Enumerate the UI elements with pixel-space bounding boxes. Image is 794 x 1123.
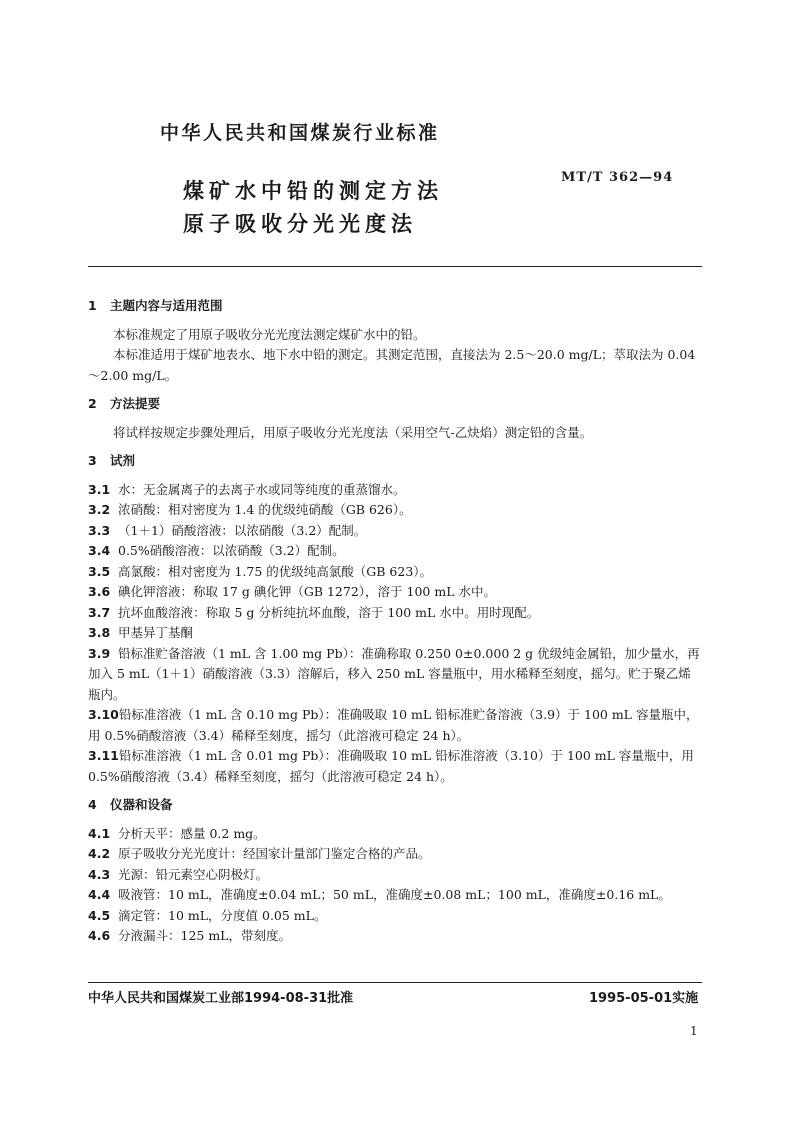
item-4-5: 4.5 滴定管：10 mL，分度值 0.05 mL。 — [88, 907, 327, 923]
footer-divider — [88, 982, 702, 983]
section-1-heading: 1 主题内容与适用范围 — [88, 298, 223, 313]
item-3-5: 3.5 高氯酸：相对密度为 1.75 的优级纯高氯酸（GB 623）。 — [88, 563, 433, 579]
issuing-organization: 中华人民共和国煤炭行业标准 — [160, 122, 440, 144]
section-1-paragraph-2: 本标准适用于煤矿地表水、地下水中铅的测定。其测定范围，直接法为 2.5～20.0 mg/L；萃取法为 0.04～2.00 mg/L。 — [88, 347, 696, 383]
item-4-1: 4.1 分析天平：感量 0.2 mg。 — [88, 825, 266, 841]
item-3-7: 3.7 抗坏血酸溶液：称取 5 g 分析纯抗坏血酸，溶于 100 mL 水中。用时现配。 — [88, 604, 540, 620]
approval-statement: 中华人民共和国煤炭工业部1994-08-31批准 — [88, 991, 354, 1006]
title-line-1: 煤矿水中铅的测定方法 — [183, 179, 443, 203]
item-3-4: 3.4 0.5%硝酸溶液：以浓硝酸（3.2）配制。 — [88, 543, 345, 558]
section-4-heading: 4 仪器和设备 — [88, 797, 173, 812]
item-3-1: 3.1 水：无金属离子的去离子水或同等纯度的重蒸馏水。 — [88, 481, 406, 497]
item-4-3: 4.3 光源：铅元素空心阴极灯。 — [88, 866, 269, 882]
title-line-2: 原子吸收分光光度法 — [183, 212, 417, 236]
section-3-heading: 3 试剂 — [88, 453, 136, 468]
document-body — [88, 296, 702, 947]
item-3-2: 3.2 浓硝酸：相对密度为 1.4 的优级纯硝酸（GB 626）。 — [88, 502, 412, 517]
item-3-8: 3.8 甲基异丁基酮 — [88, 625, 194, 640]
item-4-2: 4.2 原子吸收分光光度计：经国家计量部门鉴定合格的产品。 — [88, 846, 431, 861]
item-4-6: 4.6 分液漏斗：125 mL，带刻度。 — [88, 928, 291, 943]
item-3-11: 3.11铅标准溶液（1 mL 含 0.01 mg Pb）：准确吸取 10 mL 铅标准溶液（3.10）于 100 mL 容量瓶中，用 0.5%硝酸溶液（3.4）稀释至刻度，摇匀（此溶液可稳定 24 h）。 — [88, 748, 694, 784]
item-4-4: 4.4 吸液管：10 mL，准确度±0.04 mL；50 mL，准确度±0.08 mL；100 mL，准确度±0.16 mL。 — [88, 887, 671, 902]
item-3-3: 3.3 （1＋1）硝酸溶液：以浓硝酸（3.2）配制。 — [88, 522, 367, 538]
page-number: 1 — [690, 1024, 698, 1038]
item-3-9: 3.9 铅标准贮备溶液（1 mL 含 1.00 mg Pb）：准确称取 0.250 0±0.000 2 g 优级纯金属铅，加少量水，再加入 5 mL（1＋1）硝酸溶液（3.3）溶解后，移入 250 mL 容量瓶中，用水稀释至刻度，摇匀。贮于聚乙烯瓶内。 — [88, 645, 700, 702]
standard-code: MT/T 362—94 — [561, 170, 674, 185]
item-3-10: 3.10铅标准溶液（1 mL 含 0.10 mg Pb）：准确吸取 10 mL 铅标准贮备溶液（3.9）于 100 mL 容量瓶中，用 0.5%硝酸溶液（3.4）稀释至刻度，摇匀（此溶液可稳定 24 h）。 — [88, 707, 699, 743]
header-divider — [88, 266, 702, 267]
implementation-date: 1995-05-01实施 — [589, 991, 699, 1006]
section-1-paragraph-1: 本标准规定了用原子吸收分光光度法测定煤矿水中的铅。 — [113, 326, 426, 342]
item-3-6: 3.6 碘化钾溶液：称取 17 g 碘化钾（GB 1272），溶于 100 mL 水中。 — [88, 584, 496, 599]
section-2-paragraph-1: 将试样按规定步骤处理后，用原子吸收分光光度法（采用空气-乙炔焰）测定铅的含量。 — [113, 424, 593, 440]
section-2-heading: 2 方法提要 — [88, 396, 161, 411]
